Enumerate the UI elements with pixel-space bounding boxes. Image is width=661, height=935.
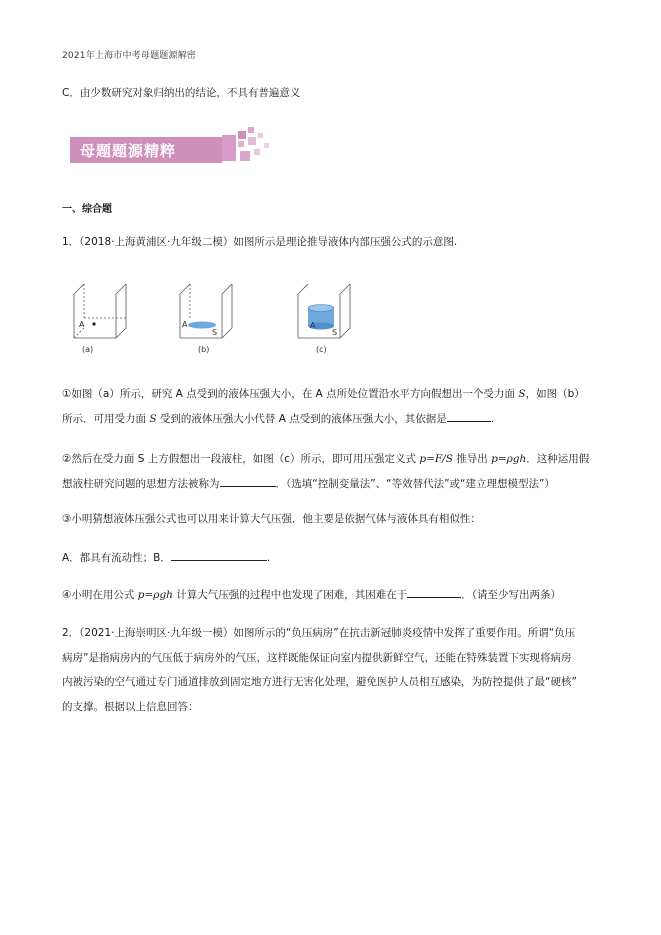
answer-blank-4[interactable]	[407, 586, 461, 598]
answer-blank-1[interactable]	[447, 410, 491, 422]
figure-b-label: (b)	[198, 345, 210, 354]
option-c: C．由少数研究对象归纳出的结论，不具有普遍意义	[62, 87, 301, 99]
liquid-column-top	[308, 305, 334, 312]
page-header: 2021年上海市中考母题题源解密	[62, 51, 197, 61]
q1-part4-line: ④小明在用公式 p=ρgh 计算大气压强的过程中也发现了困难，其困难在于 ．（请至少写出两条）	[62, 586, 561, 602]
section-title: 一、综合题	[62, 204, 112, 215]
banner-decoration-icon	[222, 127, 269, 161]
figure-c-label: (c)	[316, 345, 327, 354]
q1-part3-line2: A．都具有流动性；B． .	[62, 549, 270, 565]
figure-b-surface: S	[212, 328, 218, 337]
q1-stem: 1．（2018·上海黄浦区·九年级二模）如图所示是理论推导液体内部压强公式的示意图.	[62, 236, 458, 248]
figure-a-label: (a)	[82, 345, 94, 354]
figure-c-surface: S	[332, 328, 338, 337]
q2-line3: 内被污染的空气通过专门通道排放到固定地方进行无害化处理，避免医护人员相互感染，为防控提供了最“硬核”	[62, 676, 577, 688]
section-banner	[70, 127, 276, 169]
figure-a	[74, 284, 126, 338]
figure-a-point: A	[79, 320, 85, 329]
point-a-dot	[92, 322, 95, 325]
q1-figures	[62, 278, 362, 362]
q1-part1-line2: 所示．可用受力面 S 受到的液体压强大小代替 A 点受到的液体压强大小，其依据是 .	[62, 410, 494, 426]
q1-part3-line1: ③小明猜想液体压强公式也可以用来计算大气压强．他主要是依据气体与液体具有相似性：	[62, 513, 481, 525]
answer-blank-3[interactable]	[171, 549, 267, 561]
q2-line1: 2．（2021·上海崇明区·九年级一模）如图所示的“负压病房”在抗击新冠肺炎疫情中发挥了重要作用。所谓“负压	[62, 627, 576, 639]
figure-b	[180, 284, 232, 338]
q2-line2: 病房”是指病房内的气压低于病房外的气压，这样既能保证向室内提供新鲜空气，还能在特殊装置下实现将病房	[62, 652, 572, 664]
answer-blank-2[interactable]	[220, 475, 276, 487]
banner-text: 母题题源精粹	[80, 142, 177, 160]
figure-c-point: A	[310, 321, 316, 330]
figure-b-point: A	[182, 320, 188, 329]
q1-part1-line1: ①如图（a）所示，研究 A 点受到的液体压强大小，在 A 点所处位置沿水平方向假想出一个受力面 S，如图（b）	[62, 388, 585, 400]
q2-line4: 的支撑。根据以上信息回答：	[62, 701, 199, 713]
q1-part2-line2: 想液柱研究问题的思想方法被称为 ．（选填“控制变量法”、“等效替代法”或“建立理想模型法”）	[62, 475, 555, 491]
q1-part2-line1: ②然后在受力面 S 上方假想出一段液柱，如图（c）所示，即可用压强定义式 p=F/S 推导出 p=ρgh．这种运用假	[62, 453, 590, 465]
